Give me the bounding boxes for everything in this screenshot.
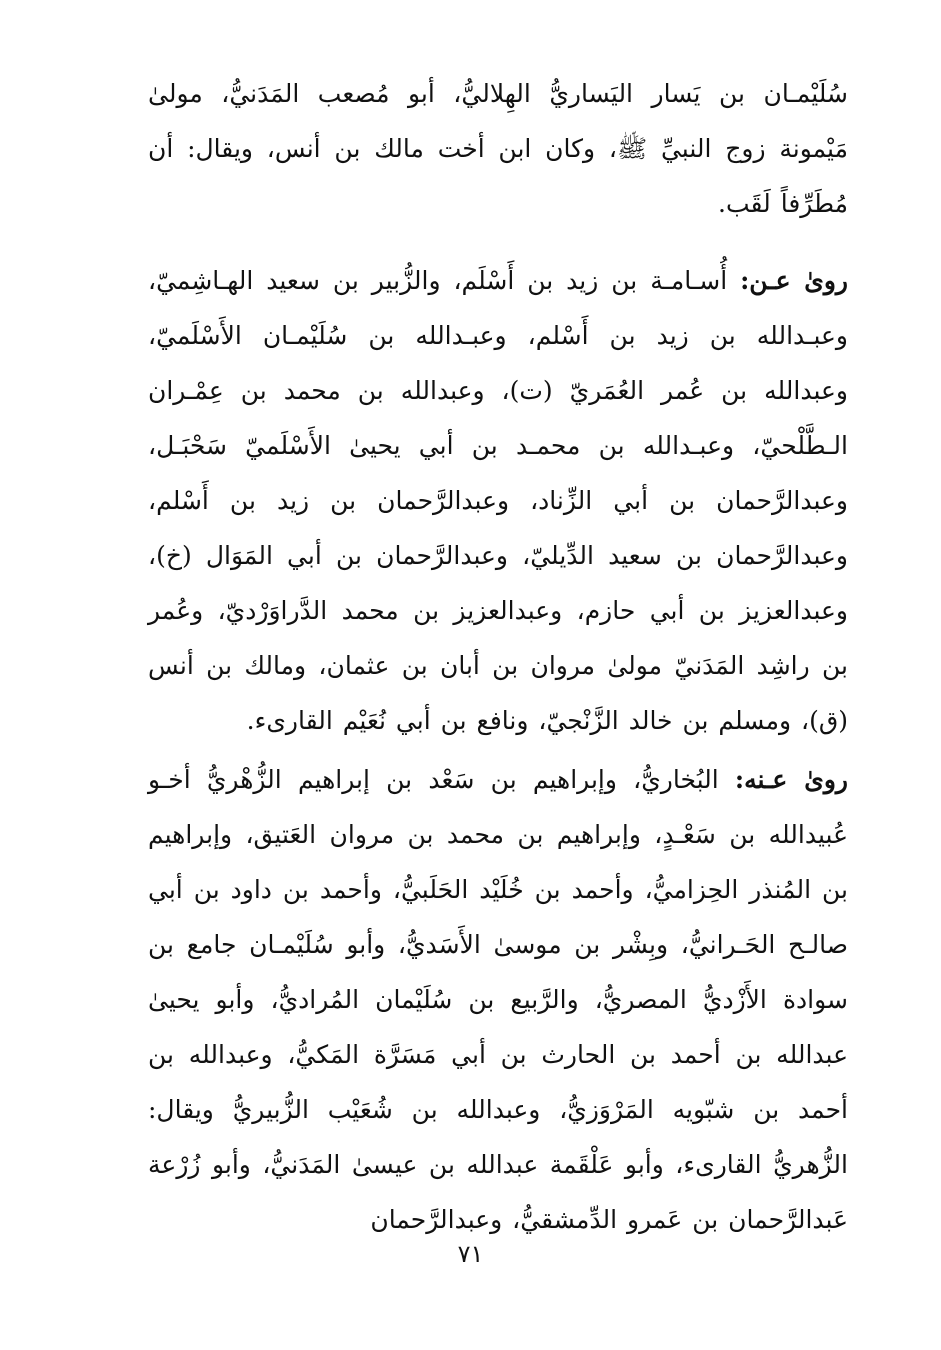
paragraph-lead: روىٰ عـنه: — [734, 765, 848, 794]
paragraph-narrated-by — [148, 752, 848, 1247]
paragraph-text: أُسـامـة بن زيد بن أَسْلَم، والزُّبير بن سعيد الهـاشِميّ، وعبـدالله بن زيد بن أَسْلم، وعبـدالله بن سُلَيْمـان الأَسْلَميّ، وعبدالله بن عُمر العُمَريّ (ت)، وعبدالله بن محمد بن عِمْـران الـطَّلْحيّ، وعبـدالله بن محمـد بن أبي يحيىٰ الأَسْلَميّ سَحْبَـل، وعبدالرَّحمان بن أبي الزِّناد، وعبدالرَّحمان بن زيد بن أَسْلم، وعبدالرَّحمان بن سعيد الدِّيليّ، وعبدالرَّحمان بن أبي المَوَال (خ)، وعبدالعزيز بن أبي حازم، وعبدالعزيز بن محمد الدَّراوَرْديّ، وعُمر بن راشِد المَدَنيّ مولىٰ مروان بن أبان بن عثمان، ومالك بن أنس (ق)، ومسلم بن خالد الزَّنْجيّ، ونافع بن أبي نُعَيْم القارىء. — [148, 266, 848, 735]
paragraph-text: البُخاريُّ، وإبراهيم بن سَعْد بن إبراهيم الزُّهْريُّ أخـو عُبيدالله بن سَعْـدٍ، وإبراهيم بن محمد بن مروان العَتيق، وإبراهيم بن المُنذر الحِزاميُّ، وأحمد بن خُلَيْد الحَلَبيُّ، وأحمد بن داود بن أبي صالـح الحَـرانيُّ، وبِشْر بن موسىٰ الأَسَديُّ، وأبو سُلَيْمـان جامع بن سوادة الأَزْديُّ المصريُّ، والرَّبيع بن سُلَيْمان المُراديُّ، وأبو يحيىٰ عبدالله بن أحمد بن الحارث بن أبي مَسَرَّة المَكيُّ، وعبدالله بن أحمد بن شبّويه المَرْوَزيُّ، وعبدالله بن شُعَيْب الزُّبيريُّ ويقال: الزُّهريُّ القارىء، وأبو عَلْقَمة عبدالله بن عيسىٰ المَدَنيُّ، وأبو زُرْعة عَبدالرَّحمان بن عَمرو الدِّمشقيُّ، وعبدالرَّحمان — [148, 765, 848, 1234]
page-number: ٧١ — [457, 1240, 484, 1268]
paragraph-lead: روىٰ عـن: — [740, 266, 848, 295]
paragraph-intro — [148, 66, 848, 231]
page-body — [148, 66, 848, 1247]
paragraph-narrated-from — [148, 253, 848, 748]
paragraph-text: سُلَيْمـان بن يَسار اليَساريُّ الهِلاليُّ، أبو مُصعب المَدَنيُّ، مولىٰ مَيْمونة زوج النبيِّ ﷺ، وكان ابن أخت مالك بن أنس، ويقال: أن مُطَرِّفاً لَقَب. — [148, 79, 848, 218]
